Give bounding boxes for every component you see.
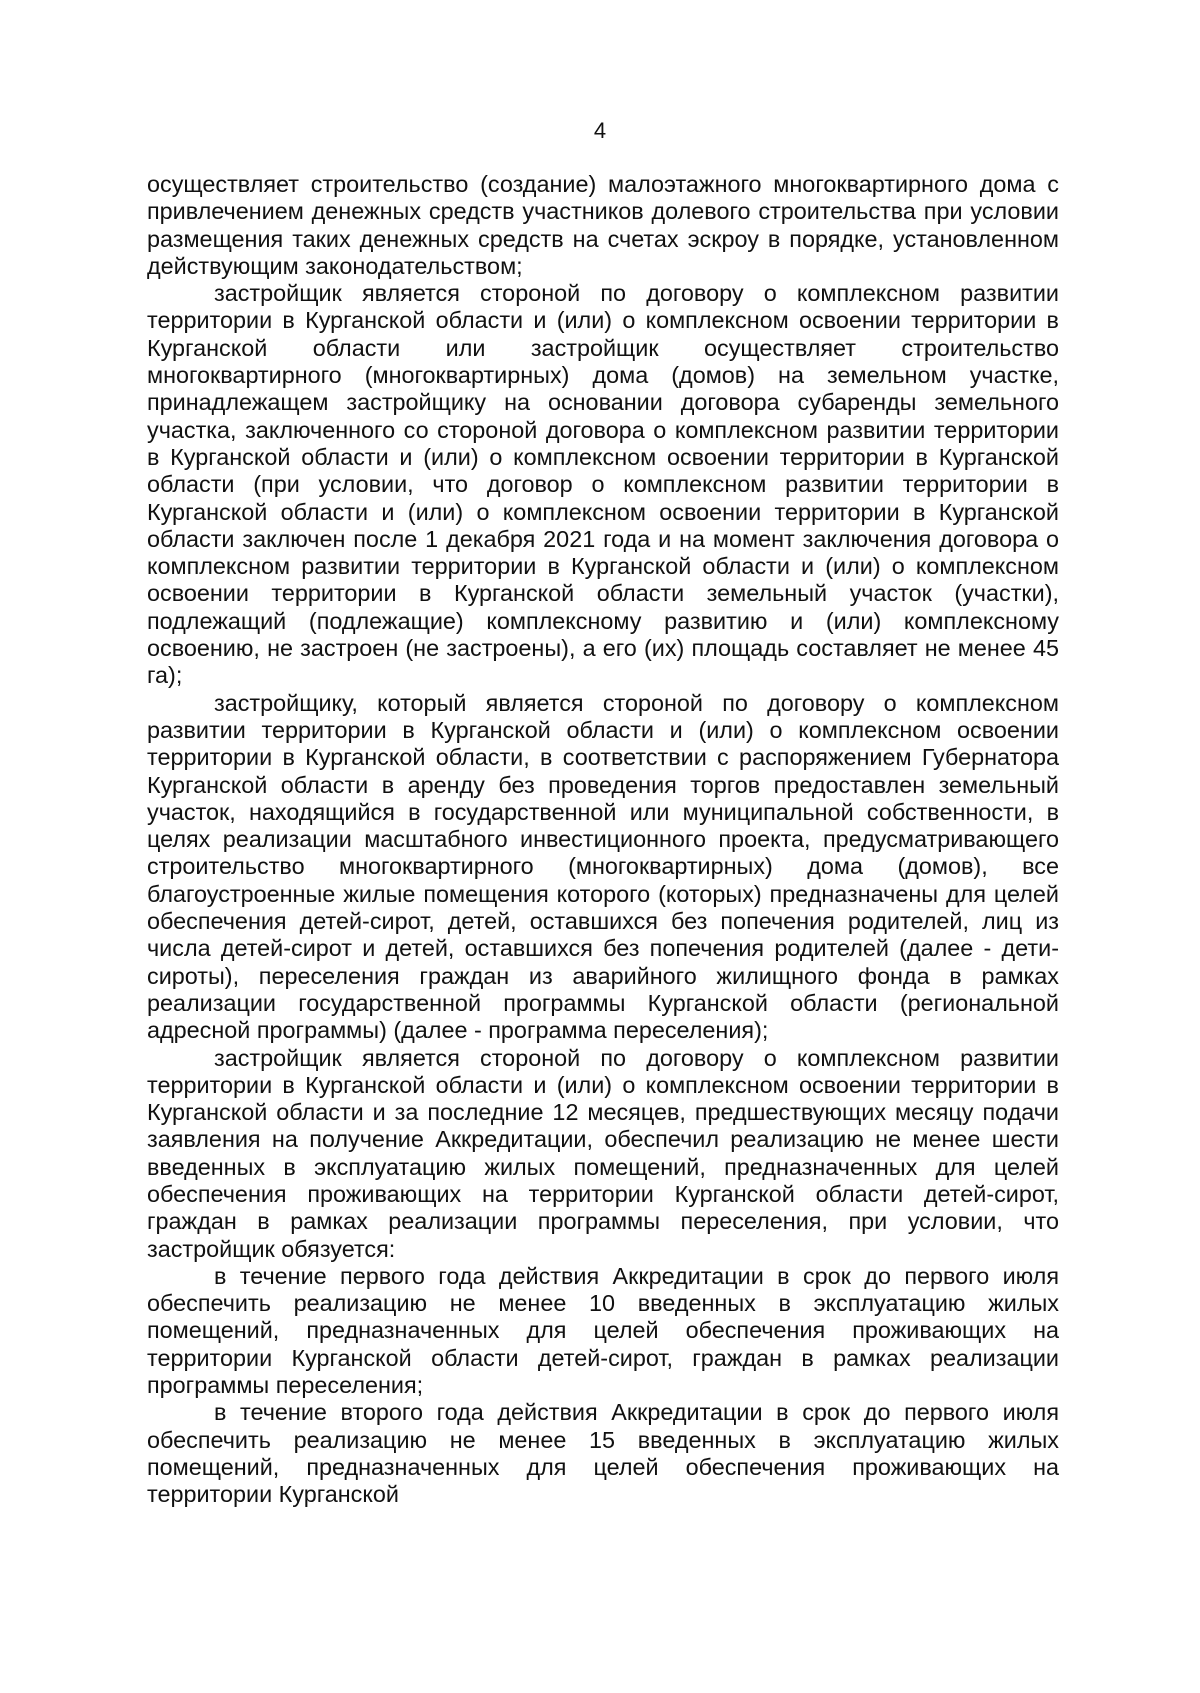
page-number: 4: [593, 118, 607, 143]
paragraph-3: застройщику, который является стороной по договору о комплексном развитии территории в Курганской области и (или) о комплексном освоении территории в Курганской области, в соответствии с распоряжением Губернатора Курганской области в аренду без проведения торгов предоставлен земельный участок, находящийся в государственной или муниципальной собственности, в целях реализации масштабного инвестиционного проекта, предусматривающего строительство многоквартирного (многоквартирных) дома (домов), все благоустроенные жилые помещения которого (которых) предназначены для целей обеспечения детей-сирот, детей, оставшихся без попечения родителей, лиц из числа детей-сирот и детей, оставшихся без попечения родителей (далее - дети-сироты), переселения граждан из аварийного жилищного фонда в рамках реализации государственной программы Курганской области (региональной адресной программы) (далее - программа переселения);: [147, 689, 1059, 1044]
document-body: [147, 171, 1059, 1509]
paragraph-1: осуществляет строительство (создание) малоэтажного многоквартирного дома с привлечением денежных средств участников долевого строительства при условии размещения таких денежных средств на счетах эскроу в порядке, установленном действующим законодательством;: [147, 171, 1059, 279]
paragraph-6: в течение второго года действия Аккредитации в срок до первого июля обеспечить реализацию не менее 15 введенных в эксплуатацию жилых помещений, предназначенных для целей обеспечения проживающих на территории Курганской: [147, 1399, 1059, 1508]
paragraph-4: застройщик является стороной по договору о комплексном развитии территории в Курганской области и (или) о комплексном освоении территории в Курганской области и за последние 12 месяцев, предшествующих месяцу подачи заявления на получение Аккредитации, обеспечил реализацию не менее шести введенных в эксплуатацию жилых помещений, предназначенных для целей обеспечения проживающих на территории Курганской области детей-сирот, граждан в рамках реализации программы переселения, при условии, что застройщик обязуется:: [147, 1044, 1059, 1262]
paragraph-2: застройщик является стороной по договору о комплексном развитии территории в Курганской области и (или) о комплексном освоении территории в Курганской области или застройщик осуществляет строительство многоквартирного (многоквартирных) дома (домов) на земельном участке, принадлежащем застройщику на основании договора субаренды земельного участка, заключенного со стороной договора о комплексном развитии территории в Курганской области и (или) о комплексном освоении территории в Курганской области (при условии, что договор о комплексном развитии территории в Курганской области и (или) о комплексном освоении территории в Курганской области заключен после 1 декабря 2021 года и на момент заключения договора о комплексном развитии территории в Курганской области и (или) о комплексном освоении территории в Курганской области земельный участок (участки), подлежащий (подлежащие) комплексному развитию и (или) комплексному освоению, не застроен (не застроены), а его (их) площадь составляет не менее 45 га);: [147, 280, 1059, 689]
paragraph-5: в течение первого года действия Аккредитации в срок до первого июля обеспечить реализацию не менее 10 введенных в эксплуатацию жилых помещений, предназначенных для целей обеспечения проживающих на территории Курганской области детей-сирот, граждан в рамках реализации программы переселения;: [147, 1262, 1059, 1399]
